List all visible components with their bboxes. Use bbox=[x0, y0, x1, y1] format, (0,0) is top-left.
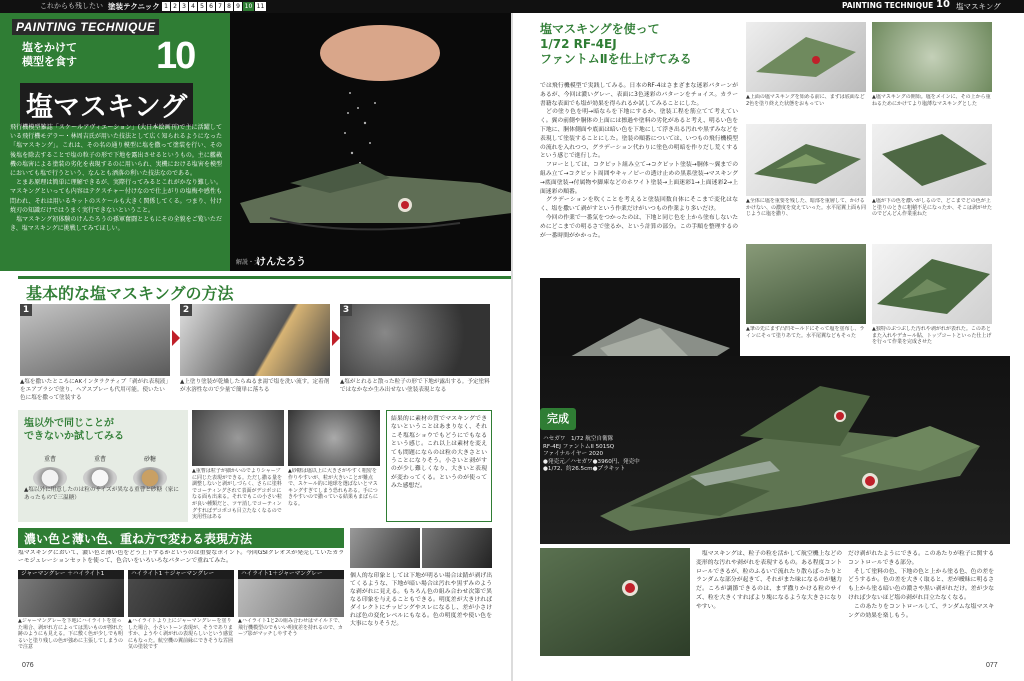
step-2-caption: ▲上塗り塗装が乾燥したらぬるま湯で塩を洗い流す。定着剤が水溶性なので少量で簡単に落ちる bbox=[180, 379, 330, 393]
kit-info bbox=[543, 436, 653, 486]
process-caption-6: ▲独特のぶつぶした汚れや剥がれが表れた。このあとまた入れやデカール貼、トップコートといった仕上げを行って作業を完成させた bbox=[872, 326, 992, 346]
process-caption-5: ▲筆の先にまず凸凹モールドにそって塩を塗布し、ラインにそって塗りあてた。水平尾翼などもそった bbox=[746, 326, 865, 339]
byline-author: けんたろう bbox=[256, 257, 306, 268]
page-title: 塩マスキング bbox=[20, 83, 193, 126]
color-test-2-caption: ▲ハイライトより上にジャーマングレーを塗りした場合、小さいトーン表現が、そうでありますか、ようやく剥がれの表現らしいという感覚にもなった。航空機の翼前縁にできそうな雰囲気の塗装です bbox=[128, 618, 234, 651]
right-title-3: ファントムⅡを仕上げてみる bbox=[540, 52, 692, 66]
header-tab[interactable]: 3 bbox=[180, 2, 188, 11]
process-caption-3: ▲全体に塩を重要を残した、暗部を重層して、かけるかけない、の濃度を変えていった。水平尾翼上面も同じように塩を撒り、 bbox=[746, 198, 866, 218]
thin-thick-title: 濃い色と薄い色、重ね方で変わる表現方法 bbox=[24, 532, 253, 546]
color-test-1-caption: ▲ジャーマングレーを下地にハイライトを塗った場合、剥がれ方によっては黒いものが擦れた跡のようにも見える。下に敷く色が少しでも明るいと塗り残しの色が強めに主張してしまうので注意 bbox=[18, 618, 124, 651]
header-tab[interactable]: 2 bbox=[171, 2, 179, 11]
header-tab-active[interactable]: 10 bbox=[244, 3, 253, 10]
right-body-3: だけ剥がれたようにできる。このあたりが粒子に関するコントロールできる部分。 そして塗料の色、下地の色と上から塗る色、色の差をどうするか。色の差を大きく取ると、差が曖昧に明るさも上から塗る暗い色の濃さや黒い剥がれだけ。差が少なければ少ないほど塩の剥がれ目立たなくなる。 このあたりをコントロールして、ランダムな塩マスキングの効果を楽しもう。 bbox=[848, 551, 994, 619]
color-test-2-label: ハイライト1 ＋ジャーマングレー bbox=[128, 570, 234, 579]
page-gutter bbox=[511, 13, 513, 681]
header-tab[interactable]: 6 bbox=[207, 2, 215, 11]
header-tab[interactable]: 1 bbox=[162, 2, 170, 11]
step-2-photo bbox=[180, 304, 330, 376]
kit-info-line3: ファイナルイヤー 2020 bbox=[543, 451, 604, 458]
thin-thick-heading bbox=[18, 528, 344, 548]
header-right-topic: 塩マスキング bbox=[956, 2, 1001, 11]
process-caption-2: ▲塩マスキングの開始。塩をメインに、その上から重ねるためにかけてより塩薄なマスキングとした bbox=[872, 94, 991, 107]
header-tab[interactable]: 11 bbox=[256, 3, 265, 10]
right-title-2: 1/72 RF-4EJ bbox=[540, 37, 617, 51]
step-3-caption: ▲塩がとれると散った粒子の形で下地が露出する。予定塗料ではなかなか生み出せない塗装表現となる bbox=[340, 379, 490, 393]
header-tab[interactable]: 5 bbox=[198, 2, 206, 11]
other-title-1: 塩以外で同じことが bbox=[24, 418, 114, 429]
sugar-test-2-caption: ▲砂糖は塩以上に大きさがやすく粗密を作りやすいが、粒が大きいことが難点で、スケール的に地球を選ばないとマスキングすぎてしまう恐れもある。手につきやすいので撒っている結果もまばらになる。 bbox=[288, 468, 379, 507]
sugar-test-1-caption: ▲重曹は粒子が細かいのでよりシャープに同じた表現ができる。ただし撒る量を調整しないと剥がしづらく、さらに塗料でコーティングされて表面がデコボコになる面も出来る。それでもこの小さい粒が良い種類だと、ツヤ消しでコーティングすればデコボコも目立たなくなるので実用性はある bbox=[192, 468, 283, 521]
kit-info-line2: RF-4EJ ファントムII 501SQ bbox=[543, 443, 615, 450]
thin-thick-intro: 塩マスキングにおいて、濃い色と薄い色をどう上下するかというのは重要なポイント。今回GSIクレオスが発売していたカラーモジュレーションセットを使って、色合いをいろいろなパターンで重ねてみた。 bbox=[18, 550, 344, 564]
hero-photo bbox=[230, 13, 512, 271]
color-test-photo-extra bbox=[350, 528, 492, 568]
kit-info-line4: ●発売元／ハセガワ●3960円、発売中 bbox=[543, 458, 640, 465]
other-note-box bbox=[386, 410, 492, 522]
color-test-3-photo bbox=[238, 579, 344, 617]
header-section: 塗装テクニック bbox=[108, 2, 160, 11]
process-caption-4: ▲塩が下の色を濃いがしるので、どこまでどの色が上と塗りのときに粗積不足になったか、そこは剥がせたのでどんどん作業重ねた bbox=[872, 198, 992, 218]
header-tab[interactable]: 8 bbox=[225, 2, 233, 11]
process-photo-2 bbox=[872, 22, 992, 120]
step-1-caption: ▲塩を撒いたところにAKインタラクティブ「剥がれ表現液」をエアブラシで塗り、ヘアスプレーも代用可能。使いたい色に塩を撒って塗装する bbox=[20, 379, 169, 401]
step-arrow bbox=[172, 330, 180, 346]
material-item: 重曹 bbox=[30, 446, 70, 491]
sugar-test-1-photo bbox=[192, 410, 284, 466]
title-block bbox=[0, 13, 230, 271]
sugar-test-2 bbox=[288, 410, 380, 522]
title-subtitle-1: 塩をかけて bbox=[22, 41, 77, 54]
step-3 bbox=[340, 304, 490, 404]
header-tab[interactable]: 7 bbox=[216, 2, 224, 11]
page-number-left: 076 bbox=[22, 662, 34, 669]
step-2 bbox=[180, 304, 330, 404]
kit-info-line1: ハセガワ 1/72 航空自衛隊 bbox=[543, 436, 614, 442]
other-note: 結果的に素材の質でマスキングできないということはあまりなく、それこそ塩塩ショウでもどうにでもなるという感じ。これ以上は素材を変えても問題にならのは粒の大きさということになりそう。小さいと剥がすのが少し難しくなり、大きいと表現が変わってくる。というのが使ってみた感想だ。 bbox=[391, 416, 487, 490]
step-arrow bbox=[332, 330, 340, 346]
color-test-2 bbox=[128, 570, 234, 652]
right-title-1: 塩マスキングを使って bbox=[540, 22, 660, 36]
title-subtitle-2: 模型を食す bbox=[22, 55, 77, 68]
sugar-test-1 bbox=[192, 410, 284, 522]
right-header-bar bbox=[512, 0, 1024, 13]
header-right-section: PAINTING TECHNIQUE bbox=[842, 1, 934, 10]
title-label: PAINTING TECHNIQUE bbox=[12, 19, 159, 35]
basic-method-heading bbox=[18, 276, 512, 302]
process-photo-6 bbox=[872, 244, 992, 356]
sugar-test-2-photo bbox=[288, 410, 380, 466]
kit-info-line5: ●1/72、約26.5cm●プラキット bbox=[543, 466, 626, 473]
header-tab[interactable]: 4 bbox=[189, 2, 197, 11]
step-1 bbox=[20, 304, 170, 404]
complete-badge: 完成 bbox=[540, 408, 576, 430]
basic-method-title: 基本的な塩マスキングの方法 bbox=[26, 284, 234, 303]
thin-thick-note: 個人的な印象としては下地が明るい場合は錆が剥げ出てくるような、下地が暗い場合は汚れや黒ずみのような剥がれに見える。もちろん色の組み合わせ次第で異なる印象を与えることもできる。明度差が大きければダイレクトにチッピングやスレになるし、差が小さければ色の変化レベルにもなる。色の明度差や使い色を大事になりそうだ。 bbox=[350, 573, 492, 627]
color-test-3 bbox=[238, 570, 344, 652]
color-test-3-caption: ▲ハイライト1と2の組み合わせはマイルドで、飛行機模型のでもいい明度差を持れるので、カーブ影がマッチしやすそう bbox=[238, 618, 343, 638]
process-photo-4 bbox=[872, 124, 992, 224]
color-test-3-label: ハイライト1＋ジャーマングレー bbox=[238, 570, 344, 579]
step-3-photo bbox=[340, 304, 490, 376]
step-1-number: 1 bbox=[20, 304, 32, 316]
closeup-photo bbox=[540, 548, 690, 656]
byline-label: 解説・文 bbox=[236, 259, 261, 266]
hero-illustration bbox=[230, 13, 512, 271]
step-3-number: 3 bbox=[340, 304, 352, 316]
other-than-salt-panel bbox=[18, 410, 188, 522]
process-photo-3 bbox=[746, 124, 866, 224]
header-tab-row bbox=[162, 2, 266, 11]
material-item: 砂糖 bbox=[130, 446, 170, 491]
color-test-1-photo bbox=[18, 579, 124, 617]
color-test-1 bbox=[18, 570, 124, 652]
right-body-2: 塩マスキングは、粒子の粒を活かして航空機上などの変形的な汚れや剥がれを表現するもの。ある程度コントロールできるが、粒のふるいで流れたり散らばったりとランダムな部分が起きて、それがまた味になるのが魅力だ。ころが調節できるのは、まず撒りかける粒のサイズ、粒を大きくすればより塊になるような大きさになりやすい。 bbox=[696, 551, 842, 610]
material-item: 重曹 bbox=[80, 446, 120, 491]
step-1-photo bbox=[20, 304, 170, 376]
left-header-bar bbox=[0, 0, 512, 13]
page-number-right: 077 bbox=[986, 662, 998, 669]
intro-text: 飛行機模型雑誌「スケールアヴィエーション」(大日本絵画刊)で主に活躍している飛行機モデラー・林周吉氏が用いた技法として広く知られるようになった「塩マスキング」。これは、その名の通り模型に塩を撒って塗装を行い、その後塩を除去することで塩の粒子の形で下地を露出させるというもの。主に艦載機の塩害による塗装の劣化を表現するのに用いられ、実機における塩害を模型においても塩で行うという、なんとも洒落の利いた技法なのである。 とまあ原理は簡単に理解できるが、実際行ってみるとこれがかなり難しい。マスキングといっても内容はテクスチャー付けなので仕上がりの塩梅や感性も問われ、それは用いるキットのスケールも大きく関係してくる。つまり、付け焼刃の知識だけではうまく実行できないということ。 塩マスキング初体験のけんたろうの孫軍奮闘とともにその全貌をご覧いただき、塩マスキングに挑戦してみてほしい。 bbox=[10, 124, 222, 233]
header-series: これからも残したい bbox=[40, 2, 103, 10]
right-body-1: では飛行機模型で実践してみる。日本のRF-4はさまざまな迷彩パターンがあるが、今回は濃いグレー、表面に3色迷彩のパターンをチョイス。カラー書籍な表面でも塩が効果を得られるか試してみることにした。 どの塗り色を明→暗ならを下地にするか、塗装工程を筋立てて考えていく。翼の前側や胴体の上面には擦過や塗料の劣化があると考え、明るい色を下地に、胴体側面や底面は暗い色を下地にして浮き出る汚れや黒ずみなどを表現して塗装することにした。塗装の順番については、いつもの飛行機模型の流れを入れつつ、グラデーション代わりに塗色の明暗を作りだし荒くするという感じで進行した。 フローとしては、コクピット組み立て→コクピット塗装→胴体〜翼までの組み立て→コクピット周囲やキャノピーの透け止めの黒系塗装→マスキング→底面塗装→付属物や脚庫などのホワイト塗装→上面迷彩1→上面迷彩2→上面迷彩の順番。 グラデーションを吹くことを考えると塗装回数自体にそこまで変化はなく、塩を撒いて剥がすという作業だけがいつもの作業より多いだけ。 今回の作業で一番気をつかったのは、下地と同じ色を上から塗布しないためにどこまでの明るさで塗るか、という計算の部分。この手順を整理するのが一番時間がかかった。 bbox=[540, 83, 738, 239]
process-photo-1 bbox=[746, 22, 866, 120]
other-title-2: できないか試してみる bbox=[24, 431, 124, 442]
step-2-number: 2 bbox=[180, 304, 192, 316]
process-caption-1: ▲上面の塩マスキングを始める前に、まずは底面など2色を塗り終えた状態をおもってい bbox=[746, 94, 865, 107]
process-photo-5 bbox=[746, 244, 866, 356]
title-number: 10 bbox=[156, 35, 195, 77]
header-tab[interactable]: 9 bbox=[234, 2, 242, 11]
header-right-number: 10 bbox=[936, 0, 950, 10]
right-title bbox=[540, 22, 740, 80]
other-caption-1: ▲塩以外に用意したのは粒のサイズが異なる重曹と砂糖（家にあったもので三温糖） bbox=[24, 487, 179, 501]
color-test-1-label: ジャーマングレー ＋ハイライト1 bbox=[18, 570, 124, 579]
color-test-2-photo bbox=[128, 579, 234, 617]
